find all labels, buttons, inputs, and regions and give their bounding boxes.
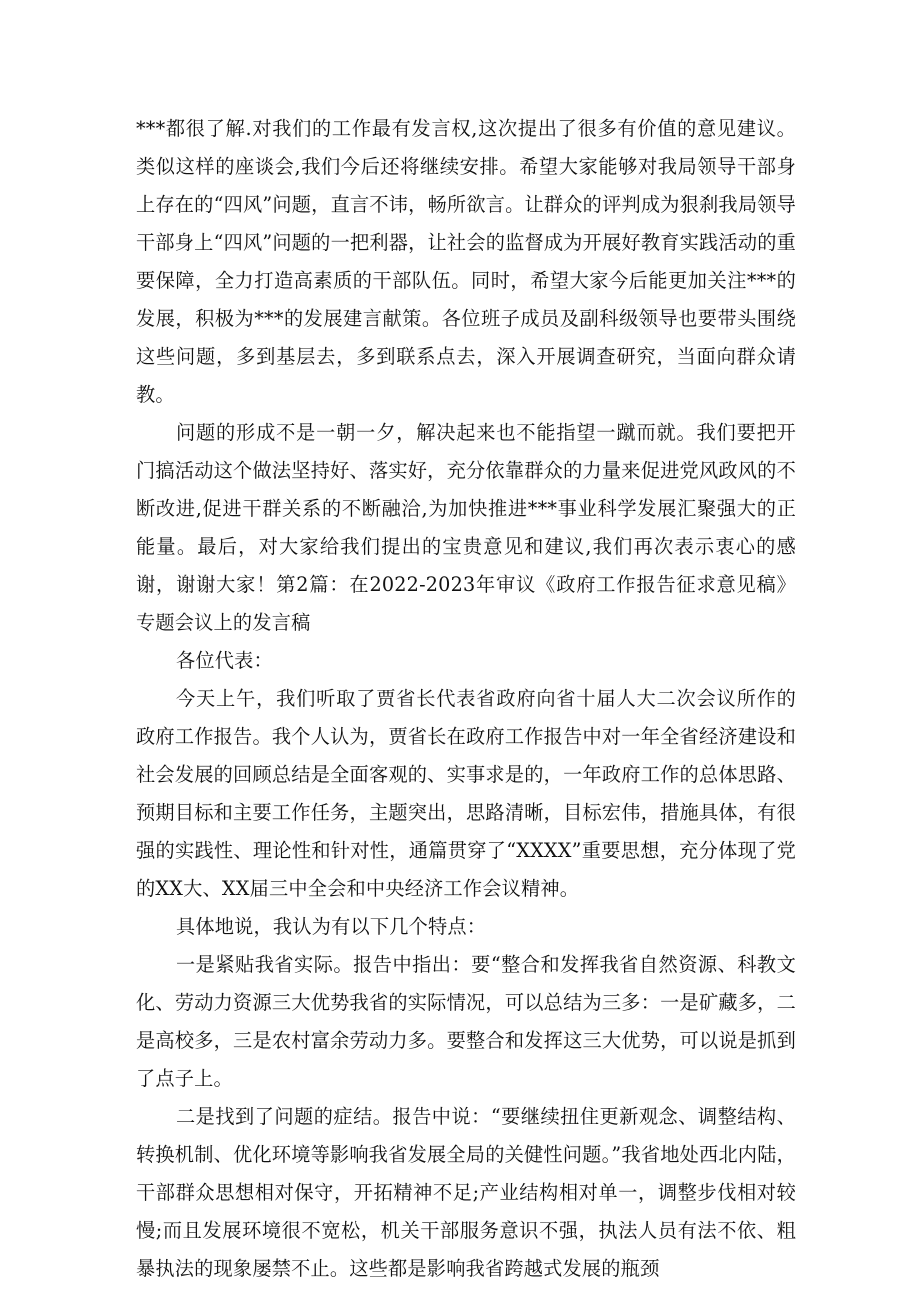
paragraph: 具体地说，我认为有以下几个特点：: [176, 915, 487, 938]
paragraph: 问题的形成不是一朝一夕，解决起来也不能指望一蹴而就。我们要把开门搞活动这个做法坚持好、落实好，充分依靠群众的力量来促进党风政风的不断改进,促进干群关系的不断融洽,为加快推进***事业科学发展汇聚强大的正能量。最后，对大家给我们提出的宝贵意见和建议,我们再次表示衷心的感谢，谢谢大家！第2篇：在2022-2023年审议《政府工作报告征求意见稿》专题会议上的发言稿: [136, 421, 796, 634]
salutation: 各位代表：: [176, 649, 273, 672]
paragraph: 一是紧贴我省实际。报告中指出：要“整合和发挥我省自然资源、科教文化、劳动力资源三大优势我省的实际情况，可以总结为三多：一是矿藏多，二是高校多，三是农村富余劳动力多。要整合和发挥这三大优势，可以说是抓到了点子上。: [136, 953, 796, 1090]
paragraph: 今天上午，我们听取了贾省长代表省政府向省十届人大二次会议所作的政府工作报告。我个人认为，贾省长在政府工作报告中对一年全省经济建设和社会发展的回顾总结是全面客观的、实事求是的，一年政府工作的总体思路、预期目标和主要工作任务，主题突出，思路清晰，目标宏伟，措施具体，有很强的实践性、理论性和针对性，通篇贯穿了“XXXX”重要思想，充分体现了党的XX大、XX届三中全会和中央经济工作会议精神。: [136, 687, 796, 900]
paragraph: 二是找到了问题的症结。报告中说：“要继续扭住更新观念、调整结构、转换机制、优化环境等影响我省发展全局的关健性问题。”我省地处西北内陆，干部群众思想相对保守，开拓精神不足;产业结构相对单一，调整步伐相对较慢;而且发展环境很不宽松，机关干部服务意识不强，执法人员有法不依、粗暴执法的现象屡禁不止。这些都是影响我省跨越式发展的瓶颈: [136, 1105, 796, 1280]
document-body: [136, 110, 796, 1288]
paragraph-continued: ***都很了解.对我们的工作最有发言权,这次提出了很多有价值的意见建议。类似这样的座谈会,我们今后还将继续安排。希望大家能够对我局领导干部身上存在的“四风”问题，直言不讳，畅所欲言。让群众的评判成为狠刹我局领导干部身上“四风”问题的一把利器，让社会的监督成为开展好教育实践活动的重要保障，全力打造高素质的干部队伍。同时，希望大家今后能更加关注***的发展，积极为***的发展建言献策。各位班子成员及副科级领导也要带头围绕这些问题，多到基层去，多到联系点去，深入开展调查研究，当面向群众请教。: [136, 117, 796, 406]
